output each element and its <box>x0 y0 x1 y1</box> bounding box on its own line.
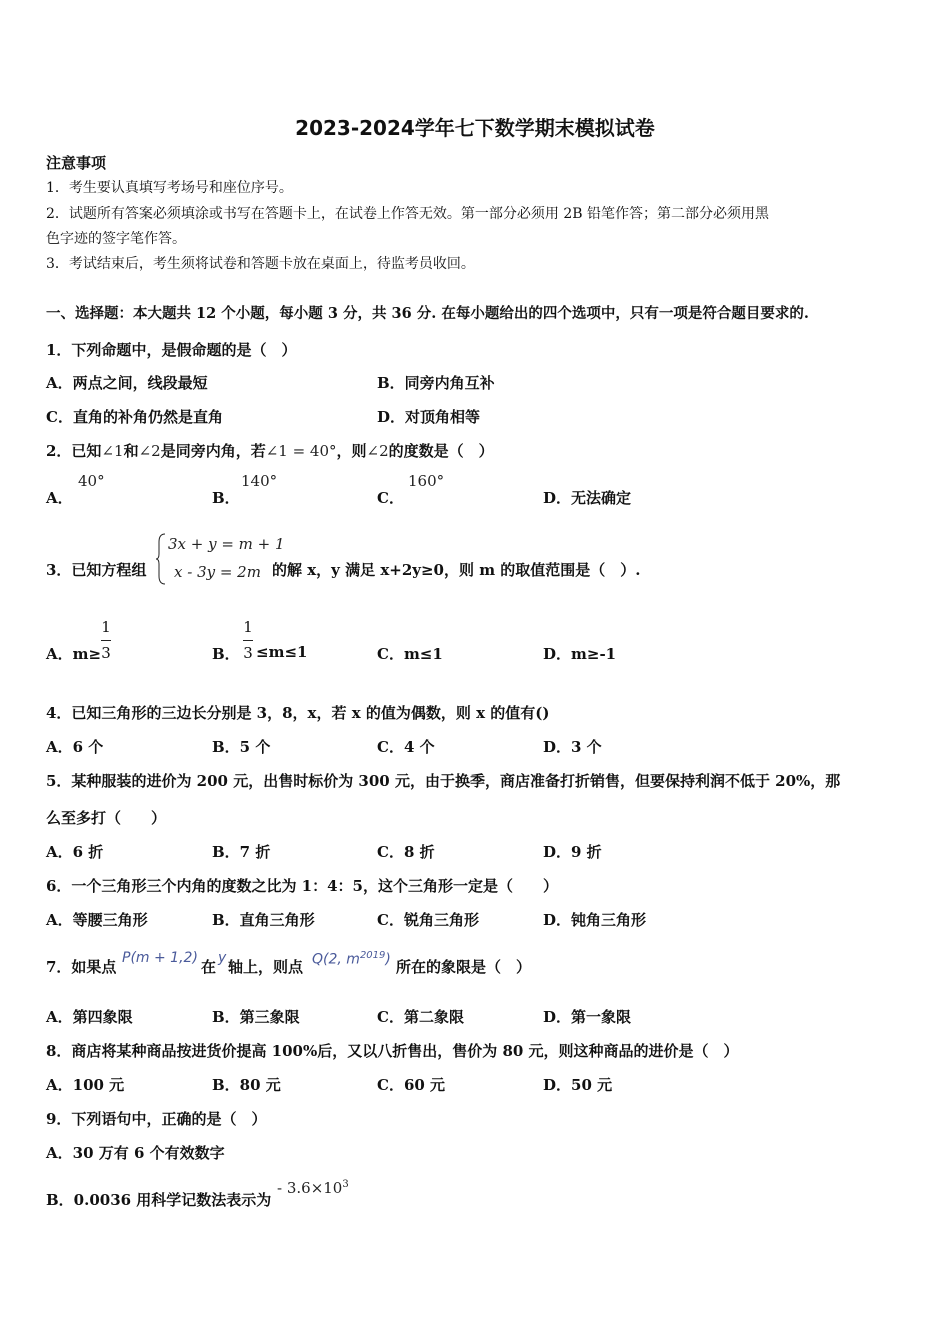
q3-option-b-suffix: ≤m≤1 <box>256 643 308 661</box>
q2-option-b-value: 140° <box>241 472 278 490</box>
q3-option-a-label: A．m≥ <box>46 645 102 663</box>
q1-stem: 1．下列命题中，是假命题的是（ ） <box>46 341 297 359</box>
q4-option-d: D．3 个 <box>543 738 602 756</box>
q8-option-d: D．50 元 <box>543 1076 613 1094</box>
q3-brace <box>155 532 167 586</box>
q3-equation-2: x - 3y = 2m <box>174 563 261 581</box>
q7-point-q-exp: 2019 <box>359 950 386 961</box>
q5-option-a: A．6 折 <box>46 843 104 861</box>
q4-option-c: C．4 个 <box>377 738 435 756</box>
q3-stem-post: 的解 x，y 满足 x+2y≥0，则 m 的取值范围是（ ）. <box>272 561 641 579</box>
q8-option-a: A．100 元 <box>46 1076 125 1094</box>
q2-stem-post: 的度数是（ ） <box>388 442 494 460</box>
q7-option-b: B．第三象限 <box>212 1008 300 1026</box>
q3-option-b-frac-num: 1 <box>243 618 253 636</box>
q3-option-a-frac-num: 1 <box>101 618 111 636</box>
q9-option-b-math <box>277 1179 349 1197</box>
q3-option-d: D．m≥-1 <box>543 645 617 663</box>
q4-option-a: A．6 个 <box>46 738 104 756</box>
q8-option-c: C．60 元 <box>377 1076 446 1094</box>
q2-option-a-value: 40° <box>78 472 105 490</box>
q7-point-p: P(m + 1,2) <box>122 950 198 966</box>
q2-option-b-label: B． <box>212 489 240 507</box>
notice-item-2: 2．试题所有答案必须填涂或书写在答题卡上，在试卷上作答无效。第一部分必须用 2B 铅笔作答；第二部分必须用黑 <box>46 206 769 222</box>
q7-stem-mid: 轴上，则点 <box>228 958 304 976</box>
q2-angle1: ∠1 <box>101 442 124 460</box>
q3-option-b-label: B． <box>212 645 240 663</box>
q2-angle2: ∠2 <box>138 442 161 460</box>
q7-stem-post: 所在的象限是（ ） <box>396 958 532 976</box>
q2-option-a-label: A． <box>46 489 73 507</box>
q7-stem-pre: 7．如果点 <box>46 958 117 976</box>
q5-option-b: B．7 折 <box>212 843 271 861</box>
notice-item-2-cont: 色字迹的签字笔作答。 <box>46 231 186 247</box>
q1-option-b: B．同旁内角互补 <box>377 374 495 392</box>
q7-axis-y: y <box>218 950 227 966</box>
q1-option-a: A．两点之间，线段最短 <box>46 374 208 392</box>
q7-point-q-close: ) <box>385 951 391 968</box>
q2-condition: ∠1 = 40° <box>265 442 337 460</box>
q6-option-d: D．钝角三角形 <box>543 911 647 929</box>
q7-option-d: D．第一象限 <box>543 1008 632 1026</box>
q2-option-c-label: C． <box>377 489 404 507</box>
q2-stem-and: 和 <box>123 442 139 460</box>
q8-stem: 8．商店将某种商品按进货价提高 100%后，又以八折售出，售价为 80 元，则这种商品的进价是（ ） <box>46 1042 739 1060</box>
q6-stem: 6．一个三角形三个内角的度数之比为 1：4：5，这个三角形一定是（ ） <box>46 877 558 895</box>
page-title: 2023-2024学年七下数学期末模拟试卷 <box>295 116 655 140</box>
q9-option-b-math-exp: 3 <box>342 1179 349 1190</box>
q3-option-c: C．m≤1 <box>377 645 443 663</box>
q3-option-b-frac-bar <box>243 640 253 641</box>
notice-item-3: 3．考试结束后，考生须将试卷和答题卡放在桌面上，待监考员收回。 <box>46 256 475 272</box>
q4-option-b: B．5 个 <box>212 738 271 756</box>
q8-option-b: B．80 元 <box>212 1076 281 1094</box>
q5-option-d: D．9 折 <box>543 843 602 861</box>
q7-option-a: A．第四象限 <box>46 1008 133 1026</box>
q2-stem-then: ，则 <box>336 442 367 460</box>
q5-stem-line2: 么至多打（ ） <box>46 809 167 827</box>
q1-option-c: C．直角的补角仍然是直角 <box>46 408 223 426</box>
q2-stem <box>46 440 494 461</box>
q5-option-c: C．8 折 <box>377 843 435 861</box>
q9-stem: 9．下列语句中，正确的是（ ） <box>46 1110 267 1128</box>
section-heading: 一、选择题：本大题共 12 个小题，每小题 3 分，共 36 分. 在每小题给出的四个选项中，只有一项是符合题目要求的. <box>46 305 809 322</box>
q3-option-a-frac-den: 3 <box>101 644 111 662</box>
q7-option-c: C．第二象限 <box>377 1008 464 1026</box>
q5-stem-line1: 5．某种服装的进价为 200 元，出售时标价为 300 元，由于换季，商店准备打折销售，但要保持利润不低于 20%，那 <box>46 772 841 790</box>
q4-stem: 4．已知三角形的三边长分别是 3，8，x，若 x 的值为偶数，则 x 的值有() <box>46 704 550 722</box>
q6-option-c: C．锐角三角形 <box>377 911 479 929</box>
q3-stem-pre: 3．已知方程组 <box>46 561 147 579</box>
notice-item-1: 1．考生要认真填写考场号和座位序号。 <box>46 180 293 196</box>
q2-option-c-value: 160° <box>408 472 445 490</box>
q2-stem-mid: 是同旁内角，若 <box>160 442 266 460</box>
q6-option-a: A．等腰三角形 <box>46 911 148 929</box>
q2-angle2-ref: ∠2 <box>366 442 389 460</box>
q2-option-d: D．无法确定 <box>543 489 632 507</box>
q3-option-a-frac-bar <box>101 640 111 641</box>
q9-option-b: B．0.0036 用科学记数法表示为 <box>46 1191 272 1209</box>
q9-option-b-math-base: - 3.6×10 <box>277 1179 343 1197</box>
q1-option-d: D．对顶角相等 <box>377 408 481 426</box>
q7-point-q-base: Q(2, m <box>312 951 360 968</box>
q6-option-b: B．直角三角形 <box>212 911 315 929</box>
q3-option-b-frac-den: 3 <box>243 644 253 662</box>
q7-point-q <box>312 950 391 968</box>
q7-stem-on: 在 <box>201 958 217 976</box>
q2-stem-pre: 2．已知 <box>46 442 102 460</box>
q9-option-a: A．30 万有 6 个有效数字 <box>46 1144 225 1162</box>
notice-heading: 注意事项 <box>46 154 107 172</box>
q3-equation-1: 3x + y = m + 1 <box>168 535 285 553</box>
